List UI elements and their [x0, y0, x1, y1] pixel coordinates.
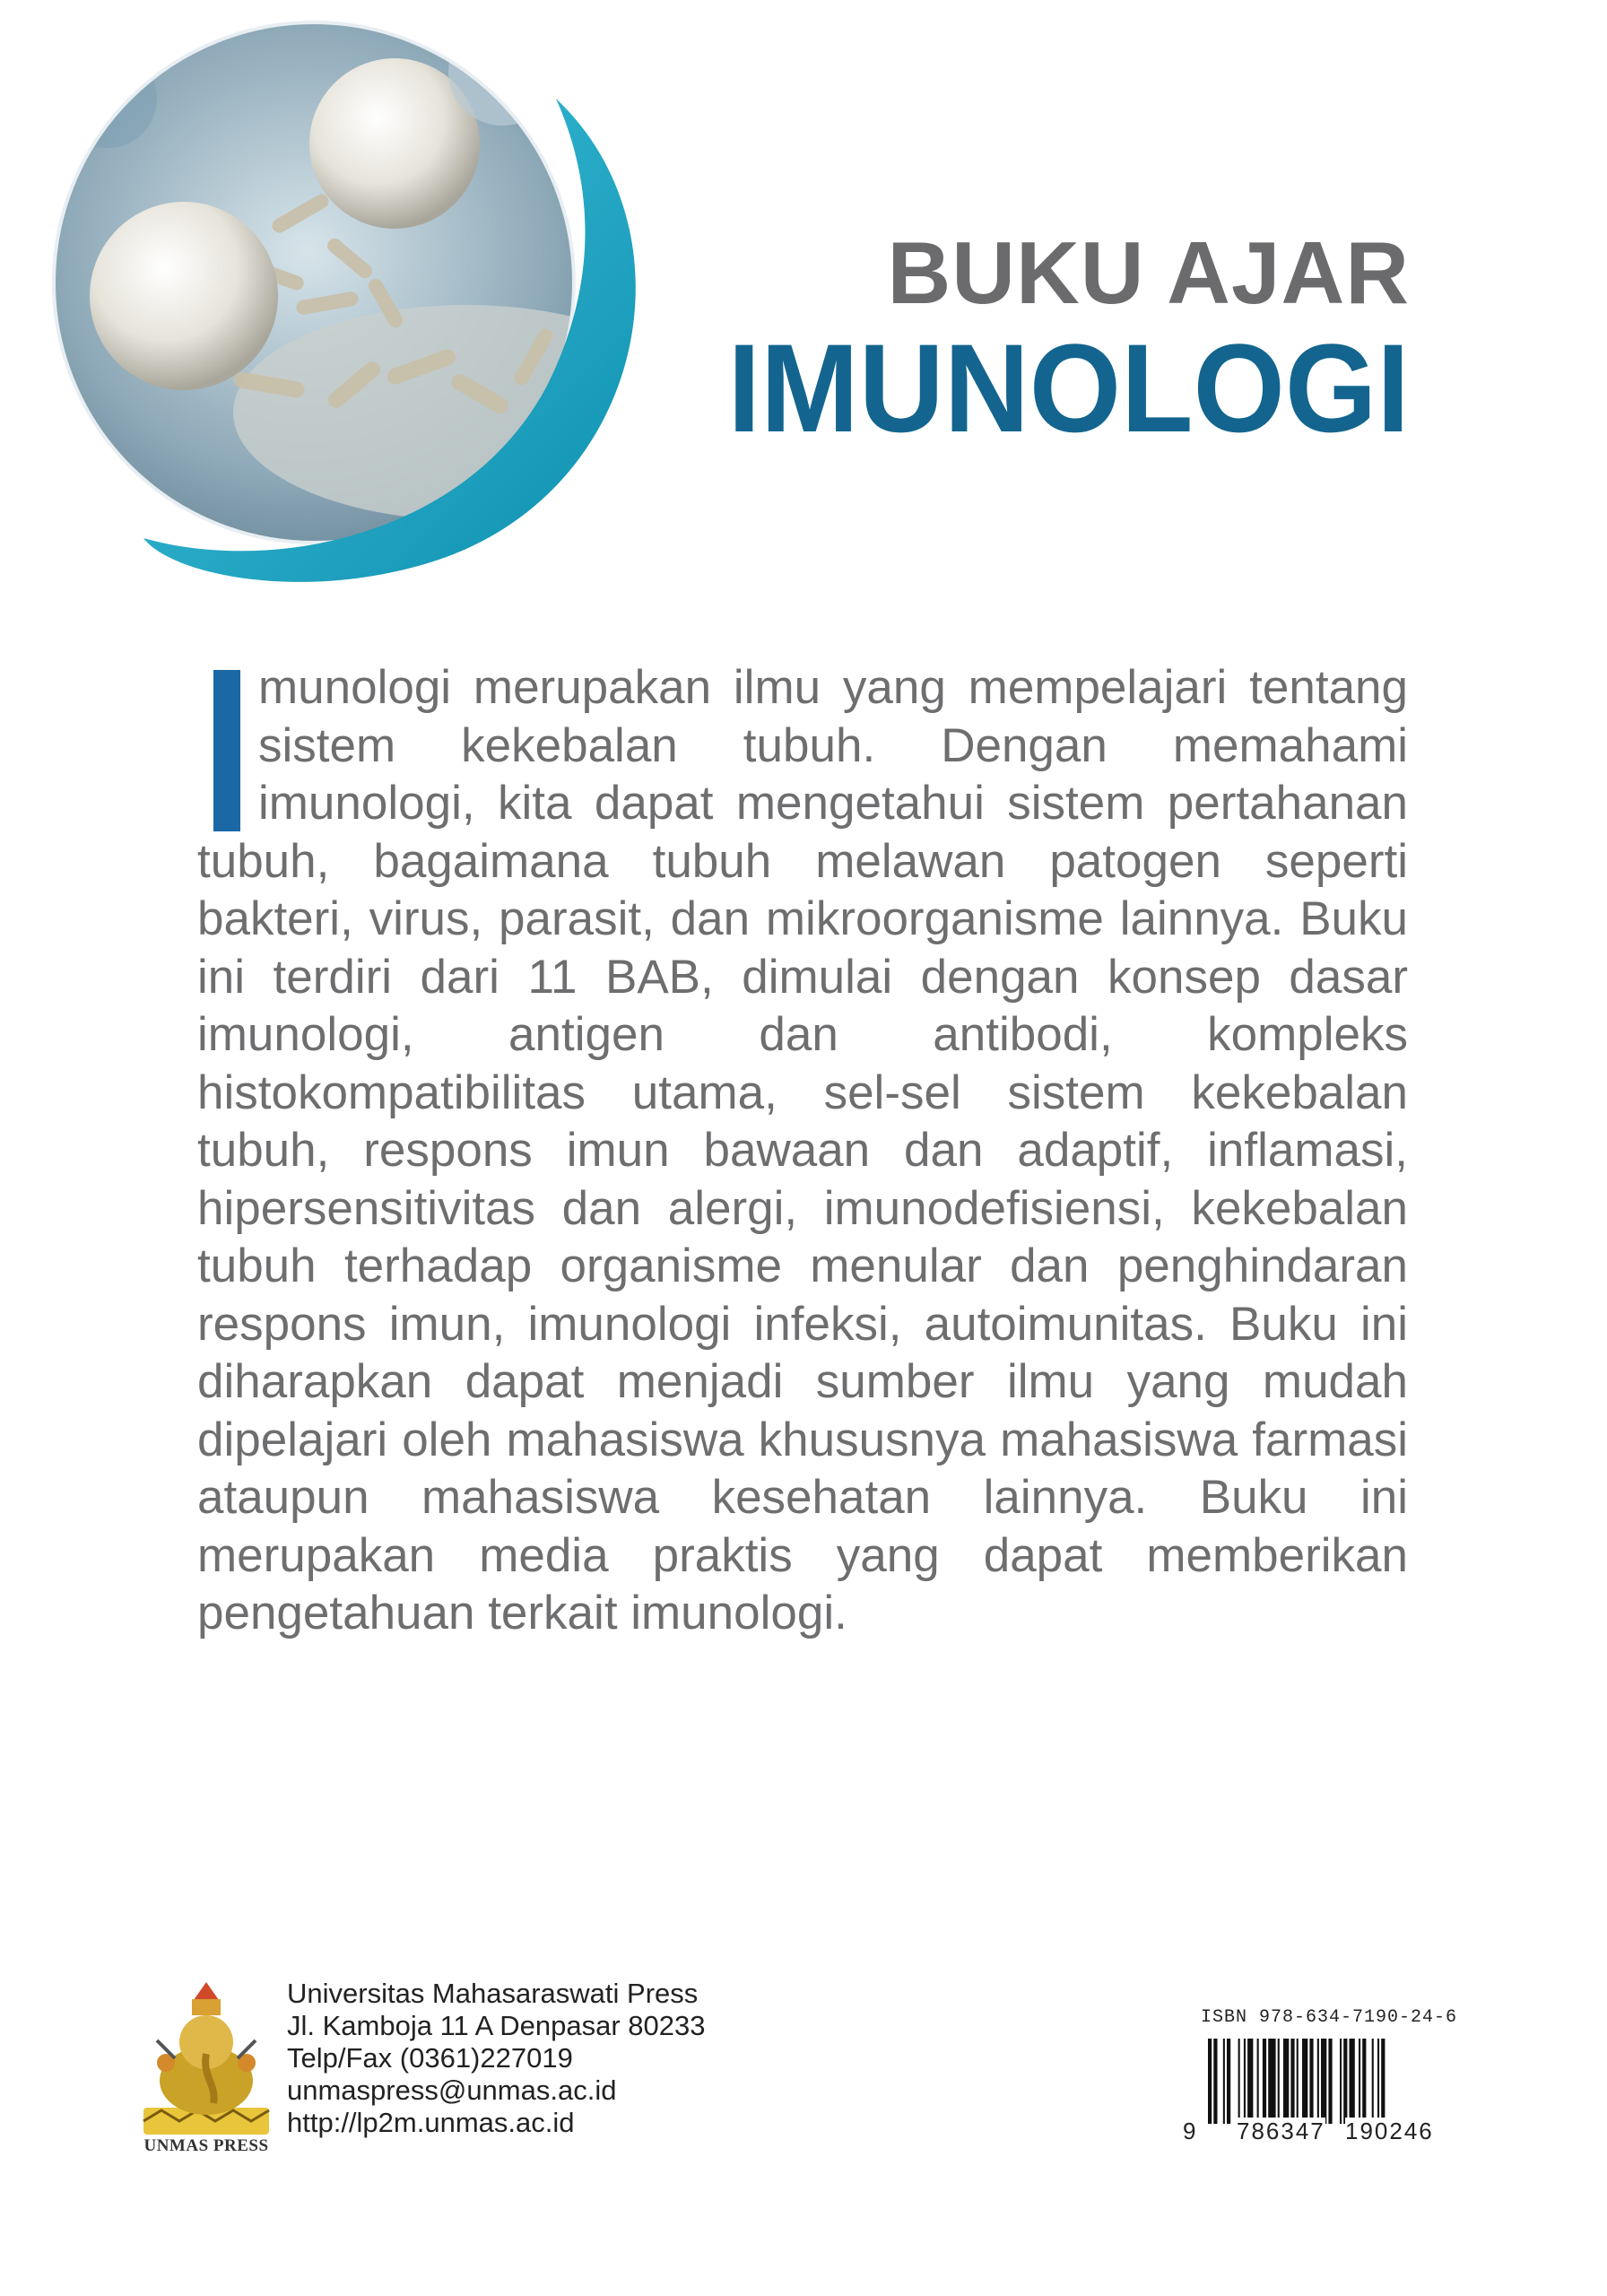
barcode-bar	[1223, 2039, 1225, 2124]
publisher-details	[287, 1978, 705, 2139]
isbn-digits-left: 786347	[1237, 2118, 1325, 2144]
barcode-bar	[1328, 2039, 1332, 2124]
barcode-bar	[1213, 2039, 1217, 2124]
barcode-bar	[1247, 2039, 1253, 2124]
publisher-address: Jl. Kamboja 11 A Denpasar 80233	[287, 2010, 706, 2041]
barcode-bar	[1309, 2039, 1313, 2124]
logo-text: UNMAS PRESS	[143, 2136, 269, 2155]
barcode-bar	[1321, 2039, 1326, 2124]
title-subtitle: BUKU AJAR	[887, 223, 1410, 322]
barcode-bar	[1263, 2039, 1266, 2124]
barcode-bar	[1377, 2039, 1379, 2124]
publisher-phone: Telp/Fax (0361)227019	[287, 2042, 573, 2074]
publisher-name: Universitas Mahasaraswati Press	[287, 1978, 699, 2009]
book-title	[684, 223, 1410, 458]
barcode-bar	[1302, 2039, 1307, 2124]
barcode-bar	[1290, 2039, 1294, 2124]
dropcap-bar	[213, 670, 240, 831]
book-blurb	[197, 659, 1408, 1643]
barcode-bar	[1381, 2039, 1385, 2124]
barcode-icon	[1206, 2039, 1448, 2124]
barcode-bar	[1362, 2039, 1366, 2124]
isbn-label: ISBN 978-634-7190-24-6	[1200, 2007, 1457, 2028]
isbn-digit-first: 9	[1183, 2118, 1198, 2144]
barcode-bar	[1278, 2039, 1280, 2124]
isbn-block	[1179, 2007, 1457, 2160]
barcode-bar	[1238, 2039, 1240, 2124]
isbn-digits-right: 190246	[1345, 2118, 1434, 2144]
barcode-bar	[1227, 2039, 1230, 2124]
barcode-bar	[1283, 2039, 1289, 2124]
barcode-bar	[1350, 2039, 1355, 2124]
barcode-bar	[1208, 2039, 1212, 2124]
barcode-bar	[1340, 2039, 1342, 2124]
blurb-text: munologi merupakan ilmu yang mempelajari tentang sistem kekebalan tubuh. Dengan memahami imunologi, kita dapat mengetahui sistem pertahanan tubuh, bagaimana tubuh melawan patogen seperti bakteri, virus, parasit, dan mikroorganisme lainnya. Buku ini terdiri dari 11 BAB, dimulai dengan konsep dasar imunologi, antigen dan antibodi, kompleks histokompatibilitas utama, sel-sel sistem kekebalan tubuh, respons imun bawaan dan adaptif, inflamasi, hipersensitivitas dan alergi, imunodefisiensi, kekebalan tubuh terhadap organisme menular dan penghindaran respons imun, imunologi infeksi, autoimunitas. Buku ini diharapkan dapat menjadi sumber ilmu yang mudah dipelajari oleh mahasiswa khususnya mahasiswa farmasi ataupun mahasiswa kesehatan lainnya. Buku ini merupakan media praktis yang dapat memberikan pengetahuan terkait imunologi.	[197, 661, 1408, 1639]
barcode-bar	[1244, 2039, 1246, 2124]
barcode-bar	[1297, 2039, 1299, 2124]
cover-image	[0, 0, 682, 628]
publisher-block	[135, 1978, 762, 2175]
barcode-bar	[1257, 2039, 1259, 2124]
barcode-bar	[1268, 2039, 1275, 2124]
publisher-email: unmaspress@unmas.ac.id	[287, 2074, 617, 2106]
barcode-bar	[1359, 2039, 1360, 2124]
publisher-website: http://lp2m.unmas.ac.id	[287, 2107, 575, 2138]
barcode-bar	[1317, 2039, 1319, 2124]
title-main: IMUNOLOGI	[727, 317, 1410, 458]
barcode-bar	[1372, 2039, 1374, 2124]
barcode-bar	[1343, 2039, 1347, 2124]
